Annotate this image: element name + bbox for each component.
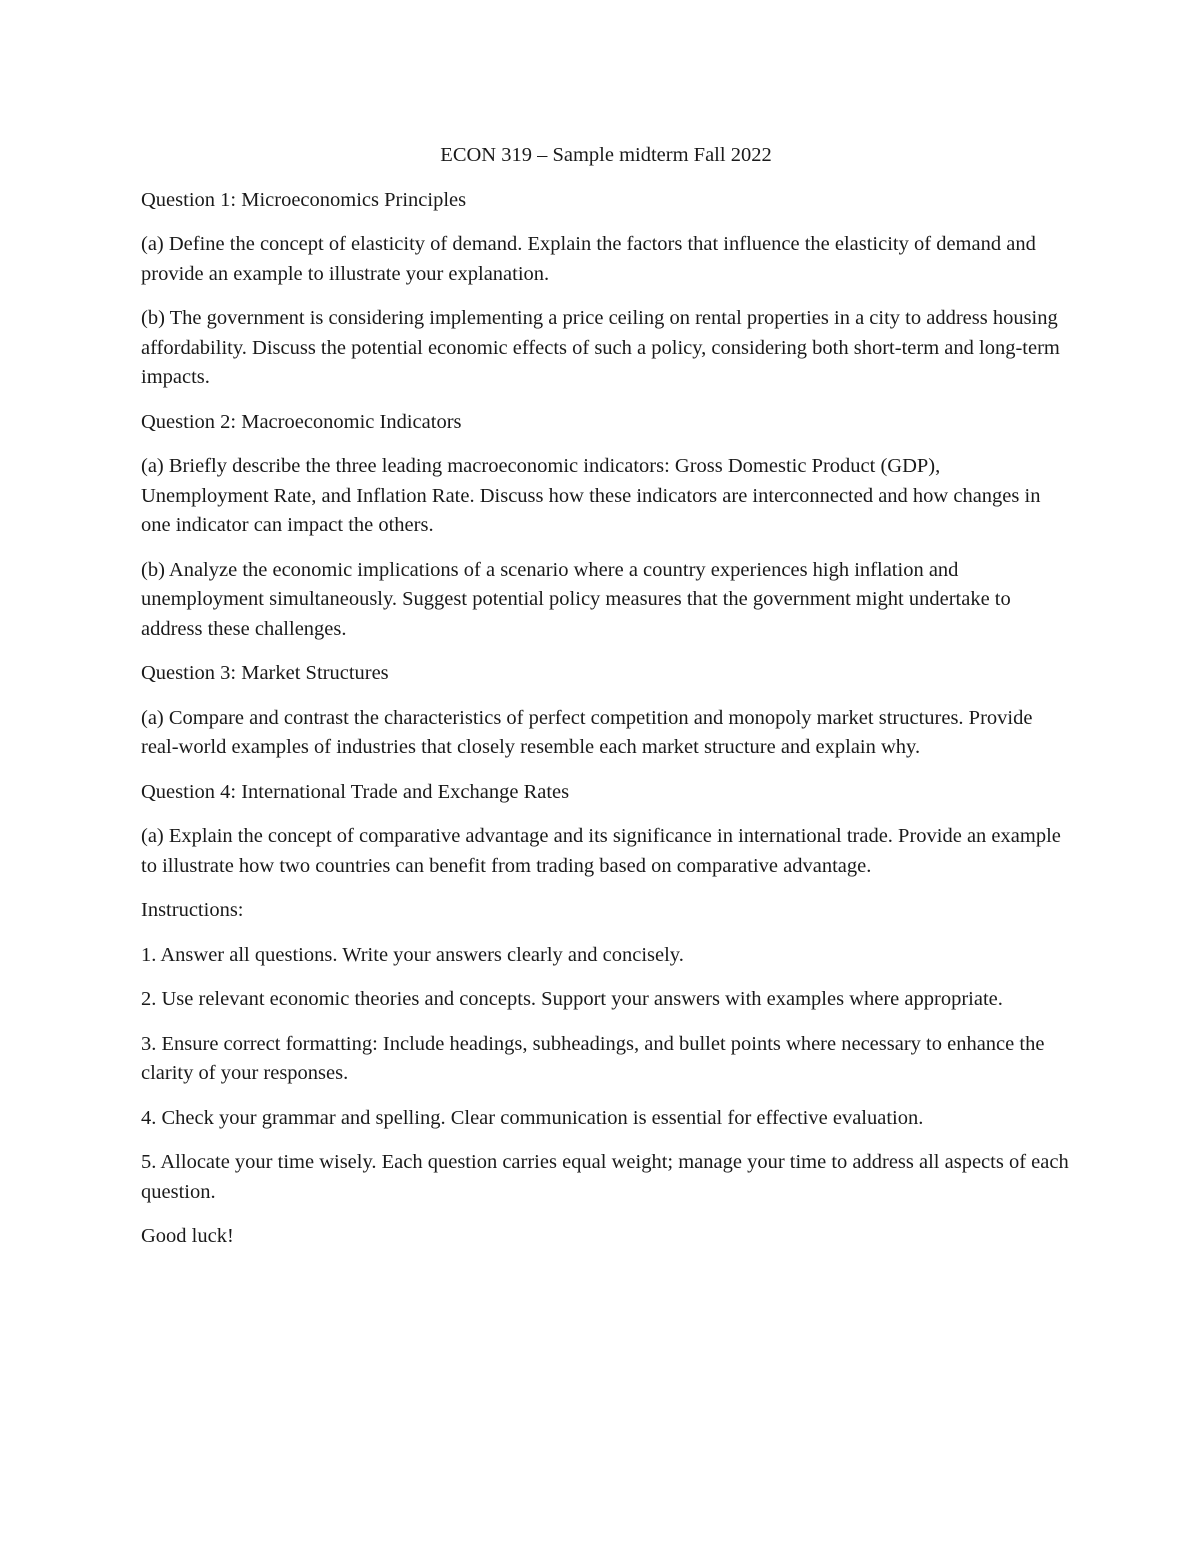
question-4a-text: (a) Explain the concept of comparative advantage and its significance in international trade. Provide an example to illustrate how two countries can benefit from trading based on comparative advantage. <box>141 825 1061 877</box>
instruction-item-4: 4. Check your grammar and spelling. Clear communication is essential for effective evaluation. <box>141 1106 924 1129</box>
instruction-item-2: 2. Use relevant economic theories and concepts. Support your answers with examples where appropriate. <box>141 988 1003 1010</box>
question-3a-text: (a) Compare and contrast the characteristics of perfect competition and monopoly market structures. Provide real-world examples of industries that closely resemble each market structure and explain why. <box>141 706 1033 758</box>
document-body <box>141 141 1071 1267</box>
question-2a-text: (a) Briefly describe the three leading macroeconomic indicators: Gross Domestic Product (GDP), Unemployment Rate, and Inflation Rate. Discuss how these indicators are interconnected and how changes in one indicator can impact the others. <box>141 455 1041 536</box>
instruction-item-3: 3. Ensure correct formatting: Include headings, subheadings, and bullet points where necessary to enhance the clarity of your responses. <box>141 1032 1045 1084</box>
instruction-item-1: 1. Answer all questions. Write your answers clearly and concisely. <box>141 943 684 966</box>
question-1a-text: (a) Define the concept of elasticity of demand. Explain the factors that influence the elasticity of demand and provide an example to illustrate your explanation. <box>141 233 1036 285</box>
instructions-heading: Instructions: <box>141 899 244 921</box>
closing-text: Good luck! <box>141 1225 234 1247</box>
question-2b-text: (b) Analyze the economic implications of a scenario where a country experiences high inflation and unemployment simultaneously. Suggest potential policy measures that the government might undertake to address these challenges. <box>141 558 1011 640</box>
question-2-heading: Question 2: Macroeconomic Indicators <box>141 410 462 433</box>
question-1-heading: Question 1: Microeconomics Principles <box>141 188 467 211</box>
question-1b-text: (b) The government is considering implementing a price ceiling on rental properties in a city to address housing affordability. Discuss the potential economic effects of such a policy, considering both short-term and long-term impacts. <box>141 307 1060 388</box>
document-title: ECON 319 – Sample midterm Fall 2022 <box>440 144 772 166</box>
question-4-heading: Question 4: International Trade and Exchange Rates <box>141 780 570 803</box>
instruction-item-5: 5. Allocate your time wisely. Each question carries equal weight; manage your time to address all aspects of each question. <box>141 1151 1069 1203</box>
question-3-heading: Question 3: Market Structures <box>141 662 389 684</box>
